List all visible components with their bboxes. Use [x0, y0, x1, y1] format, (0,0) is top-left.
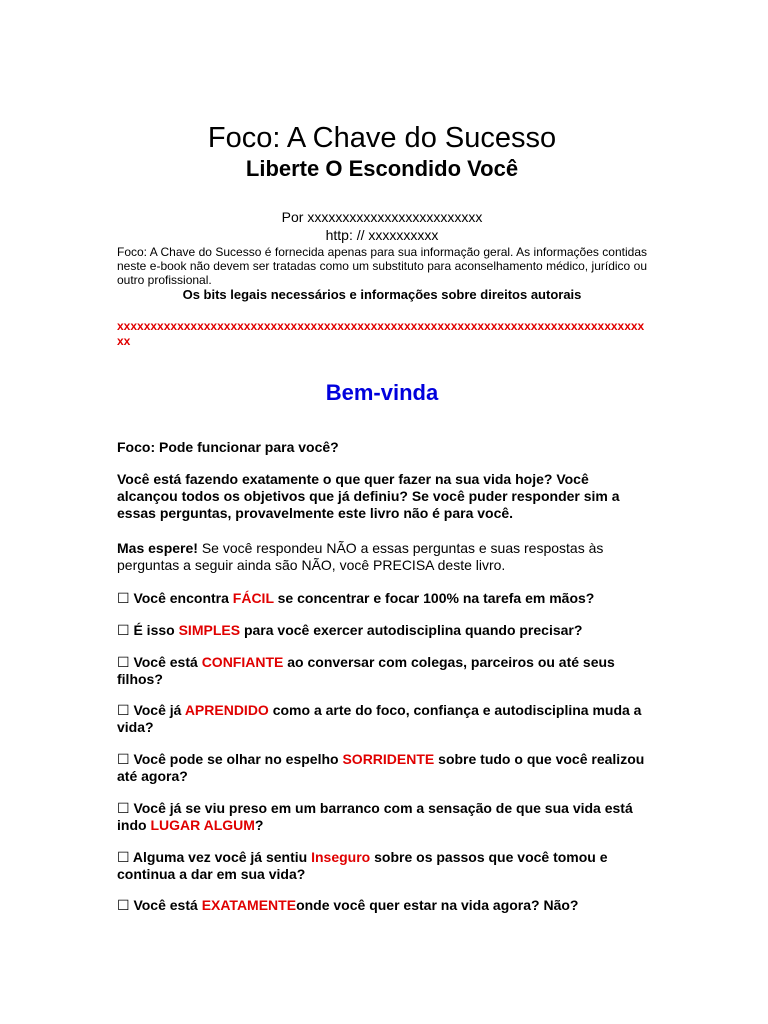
question-highlight: EXATAMENTE — [201, 897, 297, 913]
question-text-end: ? — [254, 817, 264, 833]
question-text: Você já se viu preso em um barranco com a sensação de que sua vida está indo — [117, 800, 633, 833]
question-text: Você já — [129, 702, 185, 718]
wait-rest: Se você respondeu NÃO a essas perguntas e suas respostas às perguntas a seguir ainda são NÃO, você PRECISA deste livro. — [117, 540, 604, 573]
question-text-end: se concentrar e focar 100% na tarefa em mãos? — [273, 590, 595, 606]
checkbox-icon: ☐ — [117, 702, 130, 718]
question-item — [117, 849, 647, 883]
checkbox-icon: ☐ — [117, 849, 130, 865]
wait-paragraph — [117, 540, 647, 574]
question-text: Você encontra — [129, 590, 233, 606]
checkbox-icon: ☐ — [117, 622, 130, 638]
question-item — [117, 622, 647, 639]
red-placeholder-line: xxxxxxxxxxxxxxxxxxxxxxxxxxxxxxxxxxxxxxxxxxxxxxxxxxxxxxxxxxxxxxxxxxxxxxxxxxxxxxxxx — [117, 319, 645, 348]
question-text: Você está — [129, 654, 202, 670]
question-item — [117, 751, 647, 785]
author-url: http: // xxxxxxxxxx — [325, 227, 439, 243]
legal-heading: Os bits legais necessários e informações sobre direitos autorais — [182, 287, 582, 302]
question-text-end: ao conversar com colegas, parceiros ou até seus filhos? — [117, 654, 615, 687]
question-text: É isso — [129, 622, 179, 638]
question-text: Você está — [129, 897, 202, 913]
question-highlight: SORRIDENTE — [342, 751, 435, 767]
question-highlight: SIMPLES — [178, 622, 241, 638]
question-highlight: LUGAR ALGUM — [150, 817, 255, 833]
checkbox-icon: ☐ — [117, 751, 130, 767]
question-item — [117, 897, 647, 914]
checkbox-icon: ☐ — [117, 590, 130, 606]
intro-paragraph: Você está fazendo exatamente o que quer fazer na sua vida hoje? Você alcançou todos os objetivos que já definiu? Se você puder responder sim a essas perguntas, provavelmente este livro não é para você. — [117, 471, 620, 521]
question-item — [117, 702, 647, 736]
welcome-heading: Bem-vinda — [325, 380, 439, 405]
question-item — [117, 800, 647, 834]
document-subtitle: Liberte O Escondido Você — [245, 156, 519, 181]
question-highlight: APRENDIDO — [184, 702, 269, 718]
checkbox-icon: ☐ — [117, 800, 130, 816]
wait-lead: Mas espere! — [117, 540, 198, 556]
disclaimer-text: Foco: A Chave do Sucesso é fornecida apenas para sua informação geral. As informações contidas neste e-book não devem ser tratadas como um substituto para aconselhamento médico, jurídico ou outro profissional. — [117, 245, 647, 287]
document-title: Foco: A Chave do Sucesso — [207, 122, 557, 154]
question-text-end: como a arte do foco, confiança e autodisciplina muda a vida? — [117, 702, 642, 735]
question-item — [117, 590, 647, 607]
author-byline: Por xxxxxxxxxxxxxxxxxxxxxxxxx — [281, 209, 483, 225]
question-highlight: FÁCIL — [232, 590, 274, 606]
intro-heading: Foco: Pode funcionar para você? — [117, 439, 339, 455]
question-text: Você pode se olhar no espelho — [129, 751, 343, 767]
question-item — [117, 654, 647, 688]
question-text-end: onde você quer estar na vida agora? Não? — [296, 897, 579, 913]
checkbox-icon: ☐ — [117, 897, 130, 913]
checkbox-icon: ☐ — [117, 654, 130, 670]
question-highlight: CONFIANTE — [201, 654, 284, 670]
question-text-end: para você exercer autodisciplina quando precisar? — [240, 622, 583, 638]
question-text-end: sobre os passos que você tomou e continua a dar em sua vida? — [117, 849, 608, 882]
question-text-end: sobre tudo o que você realizou até agora? — [117, 751, 645, 784]
question-text: Alguma vez você já sentiu — [129, 849, 312, 865]
question-highlight: Inseguro — [311, 849, 371, 865]
